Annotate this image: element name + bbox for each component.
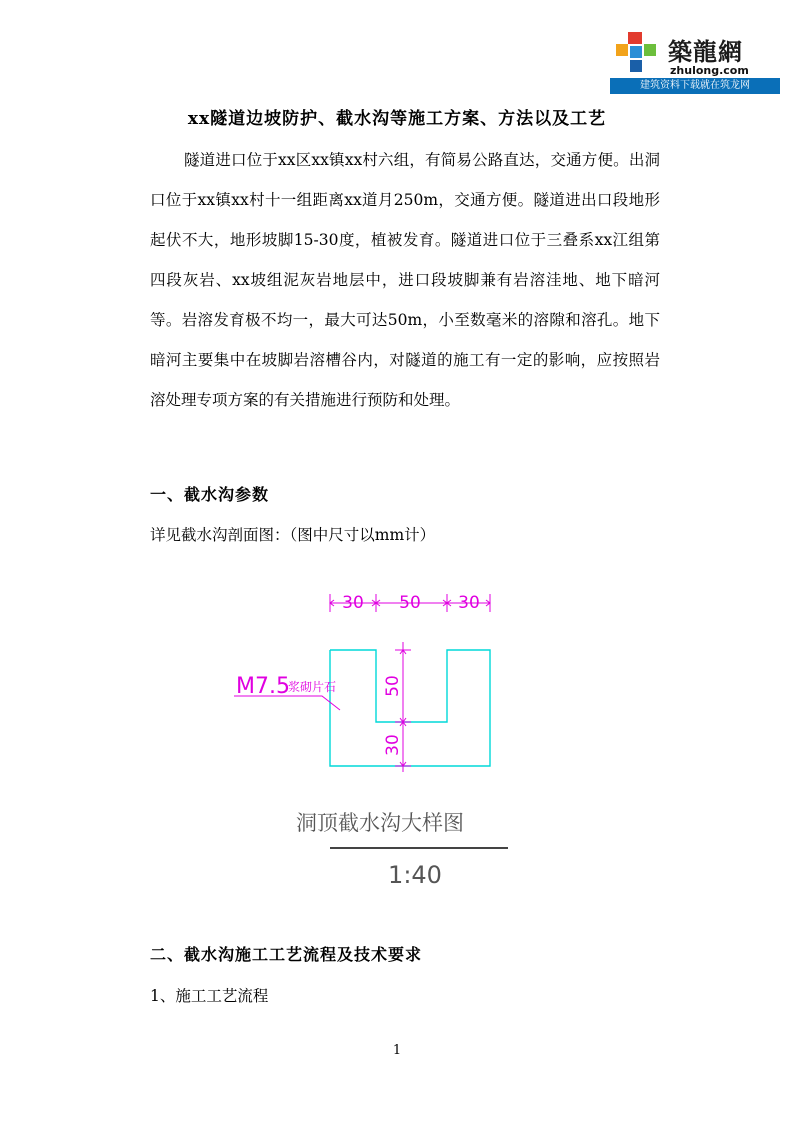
page-number: 1 xyxy=(392,1043,402,1058)
dim-left-label: 30 xyxy=(342,593,364,613)
cube-logo-icon xyxy=(614,30,658,74)
material-name-label: 浆砌片石 xyxy=(288,680,337,694)
section-1-text: 详见截水沟剖面图：（图中尺寸以mm计） xyxy=(150,526,436,544)
section-1-heading: 一、截水沟参数 xyxy=(150,485,270,504)
ditch-outline xyxy=(330,650,490,766)
dim-depth-lower-label: 30 xyxy=(383,734,403,756)
dim-depth-upper-label: 50 xyxy=(383,675,403,697)
logo-domain: zhulong.com xyxy=(670,64,749,77)
dim-middle-label: 50 xyxy=(399,593,421,613)
section-2-heading: 二、截水沟施工工艺流程及技术要求 xyxy=(150,945,423,964)
logo-banner: 建筑资料下载就在筑龙网 xyxy=(610,78,780,94)
dim-right-label: 30 xyxy=(458,593,480,613)
drain-section-drawing xyxy=(220,580,540,900)
zhulong-logo xyxy=(610,14,780,94)
section-2-subheading: 1、施工工艺流程 xyxy=(150,987,269,1005)
drawing-caption: 洞顶截水沟大样图 xyxy=(296,811,464,835)
intro-paragraph: 隧道进口位于xx区xx镇xx村六组，有简易公路直达，交通方便。出洞口位于xx镇xx村十一组距离xx道月250m，交通方便。隧道进出口段地形起伏不大，地形坡脚15-30度，植被发育。隧道进口位于三叠系xx江组第四段灰岩、xx坡组泥灰岩地层中，进口段坡脚兼有岩溶洼地、地下暗河等。岩溶发育极不均一，最大可达50m，小至数毫米的溶隙和溶孔。地下暗河主要集中在坡脚岩溶槽谷内，对隧道的施工有一定的影响，应按照岩溶处理专项方案的有关措施进行预防和处理。 xyxy=(150,151,660,409)
logo-name: 築龍網 xyxy=(668,37,743,66)
drawing-scale: 1:40 xyxy=(388,861,442,889)
material-code-label: M7.5 xyxy=(236,674,290,699)
document-title: xx隧道边坡防护、截水沟等施工方案、方法以及工艺 xyxy=(187,109,607,129)
